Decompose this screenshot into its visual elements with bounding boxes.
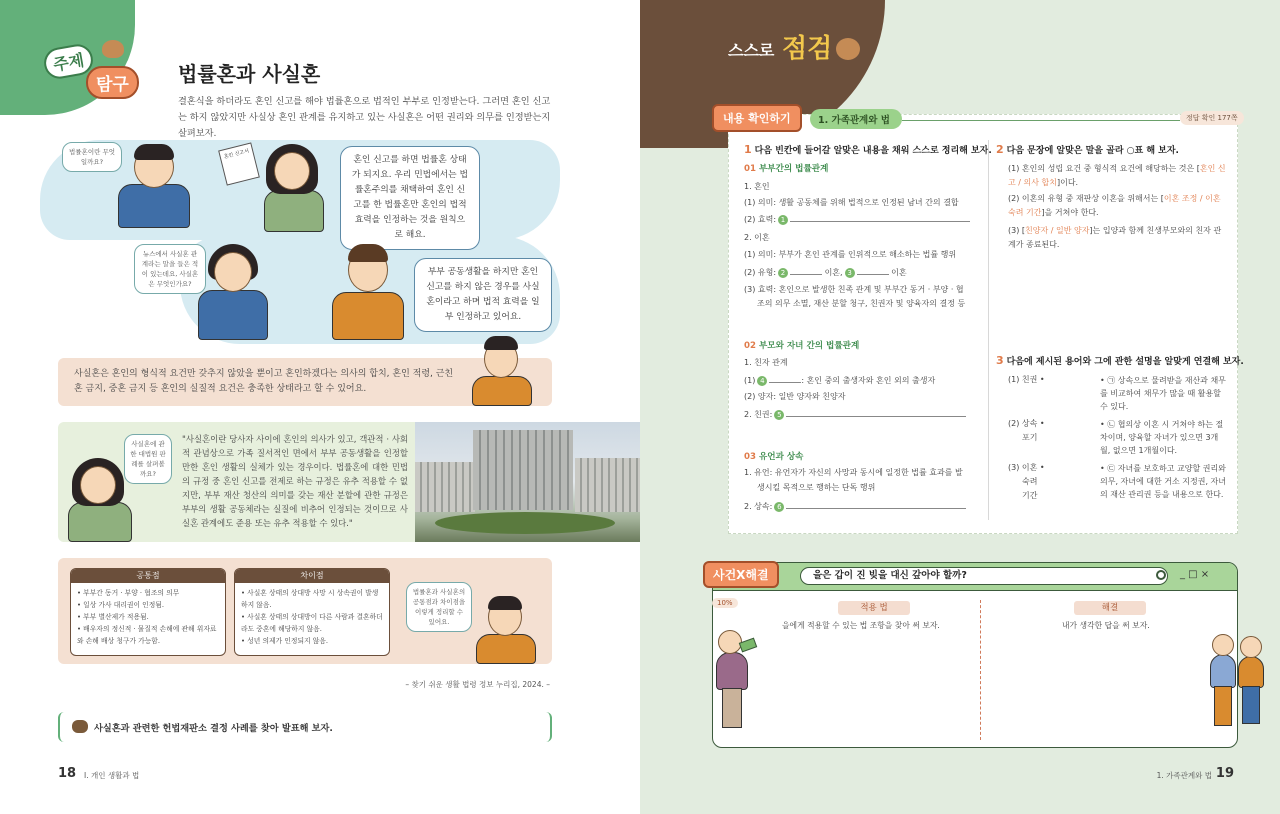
list-item: • 사실혼 상태의 상대방이 다른 사람과 결혼하더라도 중혼에 해당하지 않음. (241, 611, 383, 635)
page-number: 18 (58, 766, 77, 781)
choice-text[interactable]: 이혼 조정 / 이혼 숙려 기간 (1008, 194, 1221, 217)
label: (2) 유형: (744, 268, 777, 277)
content-check-tab: 내용 확인하기 (712, 104, 802, 132)
label: 2. 친권: (744, 410, 773, 419)
text-line (744, 374, 935, 386)
divider-line (902, 120, 1180, 121)
paper-label: 혼인 신고서 (223, 148, 250, 161)
match-definition[interactable]: • ㉢ 자녀를 보호하고 교양할 권리와 의무, 자녀에 대한 거소 지정권, 자녀의 재산 관리권 등을 내용으로 한다. (1100, 464, 1226, 499)
self-check-title: 스스로 (728, 41, 775, 60)
difference-card (234, 568, 390, 656)
question-text: 다음 문장에 알맞은 말을 골라 ○표 해 보자. (1006, 146, 1179, 156)
match-term[interactable]: (1) 친권 • (1008, 375, 1045, 384)
list-item: • 부부간 동거 · 부양 · 협조의 의무 (77, 587, 219, 599)
text-line: 1. 친자 관계 (744, 358, 788, 367)
student-girl (186, 240, 280, 340)
speech-icon (72, 720, 88, 733)
match-definition[interactable]: • ㉠ 상속으로 물려받을 재산과 채무를 비교하여 채무가 많을 때 활용할 수 있다. (1100, 376, 1226, 411)
blank-number: 6 (774, 502, 784, 512)
blank-number: 5 (774, 410, 784, 420)
question-number: 3 (996, 354, 1004, 367)
blank-number: 1 (778, 215, 788, 225)
section-label: 1. 가족관계와 법 (810, 109, 902, 129)
match-term: 숙려 (1022, 477, 1038, 486)
difference-header: 차이점 (235, 569, 389, 583)
topic-badge (42, 40, 152, 106)
text-line: (1) 의미: 생활 공동체를 위해 법적으로 인정된 남녀 간의 결합 (744, 198, 959, 207)
column-divider (988, 140, 989, 520)
page-title: 법률혼과 사실혼 (178, 62, 321, 86)
text-line (744, 266, 907, 278)
explanation-text: 사실혼은 혼인의 형식적 요건만 갖추지 않았을 뿐이고 혼인하겠다는 의사의 합치, 혼인 적령, 근친혼 금지, 중혼 금지 등 혼인의 실질적 요건은 충족한 상태라고 할 수 있어요. (74, 369, 454, 394)
answer-blank[interactable] (786, 500, 966, 509)
answer-blank[interactable] (857, 266, 889, 275)
text-line (744, 500, 966, 512)
search-icon[interactable] (1156, 570, 1166, 580)
label: (2) 효력: (744, 215, 777, 224)
label: (1) 혼인의 성립 요건 중 형식적 요건에 해당하는 것은 [ (1008, 164, 1200, 173)
case-solve-tab: 사건X해결 (703, 561, 779, 588)
question-bubble: 법률혼이란 무엇일까요? (62, 142, 122, 172)
text-line: (3) 효력: 혼인으로 발생한 친족 관계 및 부부간 동거 · 부양 · 협 (744, 285, 964, 294)
answer-bubble: 부부 공동생활을 하지만 혼인 신고를 하지 않은 경우를 사실혼이라고 하며 법적 효력을 일부 인정하고 있어요. (414, 258, 552, 332)
answer-blank[interactable] (786, 408, 966, 417)
question-bubble: 뉴스에서 사실혼 관계라는 말을 들은 적이 있는데요, 사실혼은 무엇인가요? (134, 244, 206, 294)
text-line: 생시킬 목적으로 행하는 단독 행위 (757, 483, 876, 492)
label: 이혼 (891, 268, 907, 277)
character-gap (706, 630, 766, 730)
label: : 혼인 중의 출생자와 혼인 외의 출생자 (801, 376, 936, 385)
difference-list (235, 583, 389, 651)
common-points-card (70, 568, 226, 656)
text-line (1008, 224, 1228, 252)
label: 이혼, (824, 268, 843, 277)
answer-blank[interactable] (769, 374, 801, 383)
self-check-title-b: 점검 (782, 34, 833, 64)
text-line (744, 213, 970, 225)
list-item: • 일상 가사 대리권이 인정됨. (77, 599, 219, 611)
window-controls[interactable]: _ □ × (1180, 569, 1210, 580)
subheading (744, 450, 803, 462)
teacher-man-small (462, 336, 542, 406)
badge-line2: 탐구 (86, 66, 139, 99)
list-item: • 성년 의제가 인정되지 않음. (241, 635, 383, 647)
label: ]이다. (1056, 178, 1079, 187)
solution-desc: 내가 생각한 답을 써 보자. (1062, 621, 1150, 630)
question-2 (996, 143, 1179, 156)
applicable-law-desc: 을에게 적용할 수 있는 법 조항을 찾아 써 보자. (782, 621, 940, 630)
text-line: (1) 의미: 부부가 혼인 관계를 인위적으로 해소하는 법률 행위 (744, 250, 957, 259)
text-line: 1. 유언: 유언자가 자신의 사망과 동시에 일정한 법률 효과를 발 (744, 468, 963, 477)
list-item: • 사실혼 상태의 상대방 사망 시 상속권이 발생하지 않음. (241, 587, 383, 611)
label: ]는 입양과 함께 친생부모와의 친자 관계가 종료된다. (1008, 226, 1222, 249)
text-line: 조의 의무 소멸, 재산 분할 청구, 친권자 및 양육자의 결정 등 (757, 299, 966, 308)
subheading-number: 01 (744, 164, 756, 174)
subheading (744, 339, 859, 351)
subheading-text: 유언과 상속 (758, 452, 804, 462)
case-window (712, 562, 1238, 748)
match-term: 포기 (1022, 433, 1038, 442)
solution-header: 해결 (1074, 601, 1146, 615)
source-citation: – 찾기 쉬운 생활 법령 정보 누리집, 2024. – (405, 680, 550, 689)
match-term[interactable]: (3) 이혼 • (1008, 463, 1045, 472)
question-text: 다음 빈칸에 들어갈 알맞은 내용을 채워 스스로 정리해 보자. (754, 146, 992, 156)
list-item: • 부부 별산제가 적용됨. (77, 611, 219, 623)
answer-blank[interactable] (790, 213, 970, 222)
character-couple (1206, 632, 1276, 728)
label: (1) (744, 376, 756, 385)
badge-line1: 주제 (42, 42, 96, 81)
question-bubble: 사실혼에 관한 대법원 판례를 살펴볼까요? (124, 434, 172, 484)
text-line: (2) 양자: 일반 양자와 친양자 (744, 392, 846, 401)
text-line (744, 408, 966, 420)
choice-text[interactable]: 친양자 / 일반 양자 (1025, 226, 1090, 235)
subheading-text: 부모와 자녀 간의 법률관계 (758, 341, 860, 351)
teacher-woman (254, 140, 334, 232)
choice-text[interactable]: 혼인 신고 / 의사 합치 (1008, 164, 1226, 187)
case-question-search[interactable]: 을은 갑이 진 빚을 대신 갚아야 할까? (800, 567, 1168, 585)
activity-text: 사실혼과 관련한 헌법재판소 결정 사례를 찾아 발표해 보자. (94, 723, 333, 734)
blank-number: 2 (778, 268, 788, 278)
answer-check-note: 정답 확인 177쪽 (1180, 111, 1244, 125)
court-quote: "사실혼이란 당사자 사이에 혼인의 의사가 있고, 객관적 · 사회적 관념상으로 가족 질서적인 면에서 부부 공동생활을 인정할 만한 혼인 생활의 실체가 있는 경우이다. 법률혼에 대한 민법의 규정 중 혼인 신고를 전제로 하는 규정은 유추 적용할 수 없지만, 부부 재산 청산의 의미를 갖는 재산 분할에 관한 규정은 부부의 생활 공동체라는 실질에 비추어 인정되는 것이므로 사실혼 관계에도 준용 또는 유추 적용할 수 있다." (182, 434, 408, 528)
label: (3) [ (1008, 226, 1025, 235)
text-line (1008, 192, 1228, 220)
teacher-man (322, 240, 412, 340)
question-number: 1 (744, 143, 752, 156)
answer-blank[interactable] (790, 266, 822, 275)
percent-badge: 10% (712, 598, 738, 608)
applicable-law-header: 적용 법 (838, 601, 910, 615)
page-section: 1. 가족관계와 법 (1156, 771, 1212, 780)
text-line: 2. 이혼 (744, 233, 770, 242)
common-list (71, 583, 225, 651)
subheading-text: 부부간의 법률관계 (758, 164, 829, 174)
answer-bubble: 혼인 신고를 하면 법률혼 상태가 되지요. 우리 민법에서는 법률혼주의를 채택하여 혼인 신고를 한 법률혼만 혼인의 법적 효력을 인정하는 것을 원칙으로 해요. (340, 146, 480, 250)
text-line: 1. 혼인 (744, 182, 770, 191)
match-term: 기간 (1022, 491, 1038, 500)
intro-text: 결혼식을 하더라도 혼인 신고를 해야 법률혼으로 법적인 부부로 인정받는다. 그러면 혼인 신고는 하지 않았지만 사실상 혼인 관계를 유지하고 있는 사실혼은 어떤 권리와 의무를 인정받는지 살펴보자. (178, 96, 551, 139)
squirrel-icon (836, 38, 860, 60)
blank-number: 4 (757, 376, 767, 386)
question-3 (996, 354, 1244, 367)
subheading (744, 162, 828, 174)
teacher-woman-small (54, 454, 144, 542)
teacher-man-small (466, 596, 546, 664)
supreme-court-photo (415, 422, 640, 542)
page-section: I. 개인 생활과 법 (84, 771, 140, 780)
question-number: 2 (996, 143, 1004, 156)
subheading-number: 02 (744, 341, 756, 351)
common-header: 공통점 (71, 569, 225, 583)
label: 2. 상속: (744, 502, 773, 511)
list-item: • 배우자의 정신적 · 물질적 손해에 관해 위자료와 손해 배상 청구가 가능함. (77, 623, 219, 647)
question-1 (744, 143, 992, 156)
subheading-number: 03 (744, 452, 756, 462)
text-line (1008, 162, 1228, 190)
right-page (640, 0, 1280, 814)
question-text: 다음에 제시된 용어와 그에 관한 설명을 알맞게 연결해 보자. (1006, 357, 1244, 367)
student-boy (110, 140, 200, 230)
blank-number: 3 (845, 268, 855, 278)
column-divider (980, 600, 981, 740)
question-bubble: 법률혼과 사실혼의 공통점과 차이점을 이렇게 정리할 수 있어요. (406, 582, 472, 632)
label: ]을 거쳐야 한다. (1041, 208, 1099, 217)
match-definition[interactable]: • ㉡ 협의상 이혼 시 거쳐야 하는 절차이며, 양육할 자녀가 있으면 3개월, 없으면 1개월이다. (1100, 420, 1224, 455)
match-term[interactable]: (2) 상속 • (1008, 419, 1045, 428)
squirrel-icon (102, 40, 124, 58)
label: (2) 이혼의 유형 중 재판상 이혼을 위해서는 [ (1008, 194, 1164, 203)
page-number: 19 (1215, 766, 1234, 781)
